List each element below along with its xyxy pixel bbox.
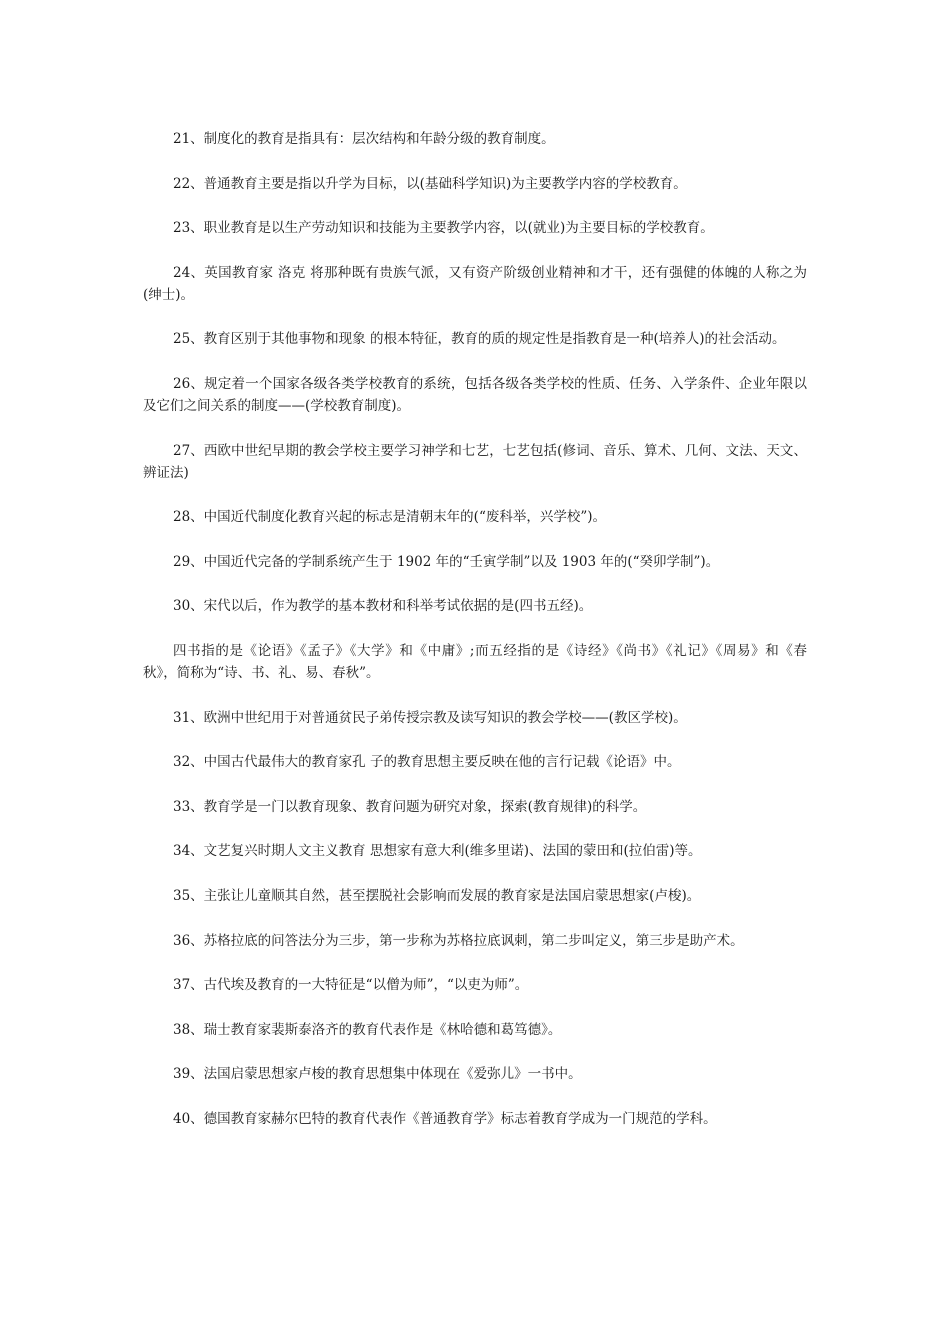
- paragraph-39: 39、法国启蒙思想家卢梭的教育思想集中体现在《爱弥儿》一书中。: [173, 1066, 582, 1083]
- paragraph-30-note: 四书指的是《论语》《孟子》《大学》和《中庸》;而五经指的是《诗经》《尚书》《礼记》《周易》和《春秋》，简称为“诗、书、礼、易、春秋”。: [143, 642, 807, 681]
- paragraph-37: 37、古代埃及教育的一大特征是“以僧为师”，“以吏为师”。: [173, 977, 529, 994]
- paragraph-29: 29、中国近代完备的学制系统产生于 1902 年的“壬寅学制”以及 1903 年的(“癸卯学制”)。: [173, 553, 720, 570]
- paragraph-36: 36、苏格拉底的问答法分为三步，第一步称为苏格拉底讽刺，第二步叫定义，第三步是助产术。: [173, 932, 744, 949]
- paragraph-28: 28、中国近代制度化教育兴起的标志是清朝末年的(“废科举，兴学校”)。: [173, 509, 607, 526]
- paragraph-23: 23、职业教育是以生产劳动知识和技能为主要教学内容，以(就业)为主要目标的学校教育。: [173, 220, 714, 237]
- paragraph-25: 25、教育区别于其他事物和现象 的根本特征，教育的质的规定性是指教育是一种(培养人)的社会活动。: [173, 331, 786, 348]
- paragraph-27: 27、西欧中世纪早期的教会学校主要学习神学和七艺，七艺包括(修词、音乐、算术、几何、文法、天文、辨证法): [143, 442, 807, 481]
- paragraph-24: 24、英国教育家 洛克 将那种既有贵族气派，又有资产阶级创业精神和才干，还有强健的体魄的人称之为(绅士)。: [143, 264, 807, 303]
- paragraph-22: 22、普通教育主要是指以升学为目标，以(基础科学知识)为主要教学内容的学校教育。: [173, 175, 687, 192]
- paragraph-38: 38、瑞士教育家裴斯泰洛齐的教育代表作是《林哈德和葛笃德》。: [173, 1021, 562, 1038]
- paragraph-21: 21、制度化的教育是指具有：层次结构和年龄分级的教育制度。: [173, 131, 555, 147]
- paragraph-34: 34、文艺复兴时期人文主义教育 思想家有意大利(维多里诺)、法国的蒙田和(拉伯雷)等。: [173, 843, 702, 860]
- paragraph-40: 40、德国教育家赫尔巴特的教育代表作《普通教育学》标志着教育学成为一门规范的学科。: [173, 1110, 717, 1127]
- paragraph-30: 30、宋代以后，作为教学的基本教材和科举考试依据的是(四书五经)。: [173, 598, 593, 615]
- paragraph-35: 35、主张让儿童顺其自然，甚至摆脱社会影响而发展的教育家是法国启蒙思想家(卢梭)。: [173, 887, 701, 904]
- document-body: [143, 128, 807, 1152]
- paragraph-26: 26、规定着一个国家各级各类学校教育的系统，包括各级各类学校的性质、任务、入学条件、企业年限以及它们之间关系的制度——(学校教育制度)。: [143, 375, 807, 414]
- paragraph-32: 32、中国古代最伟大的教育家孔 子的教育思想主要反映在他的言行记载《论语》中。: [173, 754, 681, 771]
- paragraph-31: 31、欧洲中世纪用于对普通贫民子弟传授宗教及读写知识的教会学校——(教区学校)。: [173, 709, 687, 726]
- paragraph-33: 33、教育学是一门以教育现象、教育问题为研究对象，探索(教育规律)的科学。: [173, 798, 647, 815]
